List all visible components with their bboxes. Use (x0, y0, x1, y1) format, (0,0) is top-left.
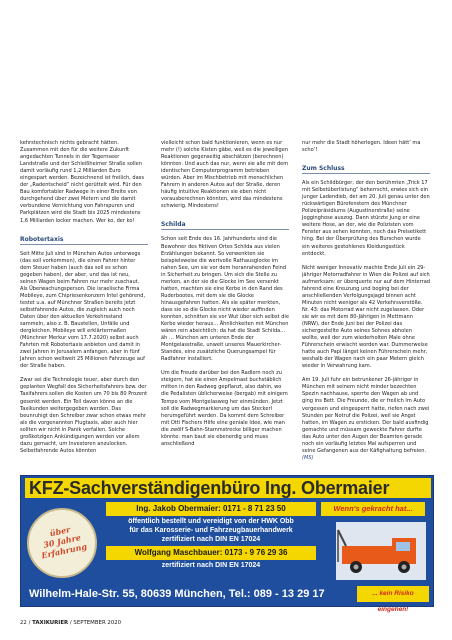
magazine-name: TAXIKURIER (32, 620, 69, 626)
text-column-2 (161, 140, 289, 448)
column1-paragraph-3: Zwar sei die Technologie teuer, aber durch den geplanten Wegfall des Sicherheitsfahrers bzw. der Taxifahrers sollen die Kosten um 70 bis 80 Prozent gesenkt werden. Ein Teil davon könne an die Taxikunden weitergegeben werden. Das beunruhigt den Schreiber zwar schon etwas mehr als die vorgenannten Flugtaxis, aber auch hier sollten wir nicht in Panik verfallen. Solche großkotzigen Ankündigungen werden vor allem dazu gemacht, um Investoren anzulocken. Selbstfahrende Autos könnten (20, 377, 148, 454)
ad-line-2: für das Karosserie- und Fahrzeugbauerhandwerk (129, 527, 293, 534)
page-footer (20, 620, 121, 626)
section-heading-schilda: Schilda (161, 221, 289, 230)
column3-paragraph-4 (302, 377, 430, 462)
seal-text: über 30 Jahre Erfahrung (40, 524, 88, 561)
column2-paragraph-1: vielleicht schon bald funktionieren, wenn es nur mehr (!) solche Kisten gäbe, weil es die jeweiligen Reaktionen gegenseitig abschätzen (berechnen) könnten. Und auch das nur, wenn sie alle mit dem identischen Computerprogramm betrieben würden. Aber im Mischbetrieb mit menschlichen Fahrern in anderen Autos auf der Straße, deren häufig intuitive Reaktionen sie eben nicht vorausberechnen könnten, wird das mindestens schwierig. Mindestens! (161, 140, 289, 210)
ad-address: Wilhelm-Hale-Str. 55, 80639 München, Tel.: 089 - 13 29 17 (29, 588, 325, 600)
ad-line-3: zertifiziert nach DIN EN 17024 (161, 536, 261, 543)
column2-paragraph-2: Schon seit Ende des 16. Jahrhunderts sind die Bewohner des fiktiven Ortes Schilda aus vielen Erzählungen bekannt. So verwenkten sie beispielsweise die wertvolle Rathausglocke im nahen See, um sie vor dem heranrahenden Feind in Sicherheit zu bringen. Um sich die Stelle zu merken, an der sie die Glocke im See versenkt hatten, machten sie eine Kerbe in den Rand des Ruderbootes, mit dem sie die Glocke hinausgefahren hatten. Als sie später merkten, dass sie so die Glocke nicht wieder auffinden konnten, schnitten sie vor Wut über sich selbst die Kerbe wieder heraus… Ähnlichkeiten mit München wären rein absichtlich: da hat die Stadt Schilda… äh … München am unteren Ende der Montgelasstraße, unweit unseres Mauerkircher-Standes, eine zusätzliche Querungsampel für Radfahrer installiert. (161, 236, 289, 363)
section-heading-zum-schluss: Zum Schluss (302, 165, 430, 174)
column3-paragraph-2: Als ein Schildbürger, der den berühmten „Trick 17 mit Selbstüberlistung“ beherrscht, erwies sich ein junger Ladendieb, der am 20. Juli genau unter den rückwärtigen Bürofenstern des Münchner Polizeipräsidiums (Augustinerstraße) seine Jogginghose auszog. Dann stürzte Jung er eine weitere Hose, an der, wie die Polizisten vom Fenster aus sehen konnten, noch das Preisetikett hing. Bei der Überprüfung des Burschen wurde ein weiteres gestohlenes Kleidungsstück entdeckt. (302, 180, 430, 257)
ad-contact-maschbauer: Wolfgang Maschbauer: 0173 - 9 76 29 36 (106, 546, 316, 560)
ad-contact-obermaier: Ing. Jakob Obermaier: 0171 - 8 71 23 50 (106, 502, 316, 516)
footer-separator-2: / (69, 620, 74, 626)
ad-line-4: zertifiziert nach DIN EN 17024 (161, 562, 261, 569)
column3-paragraph-4-text: Am 19. Juli fuhr ein betrunkener 26-jähriger in München mit seinem nicht minder bezechten Spezin nachhause, sperrte den Wagen ab und ging ins Bett. Die Freunde, die er freilich im Auto vergessen und eingesperrt hatte, riefen nach zwei Stunden per Notruf die Polizei, weil sie Angst hatten, im Wagen zu ersticken. Der bald ausfindig gemachte und müssam geweckte Fahrer durfte das Auto unter den Augen der Beamten gerade noch ein vorläufig letztes Mal aufsperren und seine Gefangenen aus der Käfighaltung befreien. (302, 377, 430, 454)
column1-paragraph-2: Seit Mitte Juli sind in München Autos unterwegs (das soll vorkommen), die einen Fahrer hinter dem Steuer haben (auch das soll es schon gegeben haben), der aber, und das ist neu, seinen Wagen beim Fahren nur mehr zuschaut. Als Überwachungsperson. Die israelische Firma Mobileye, zum Chipriesenkonzern Intel gehörend, testet u.a. auf Münchner Straßen bereits jetzt selbstfahrende Autos, die zugleich auch noch Daten über den aktuellen Verkehrsstand sammeln, also z. B. Baustellen, Unfälle und dergleichen. Mobileye will erklärtermaßen (Münchner Merkur vom 17.7.2020) selbst auch Fahrten mit Robotertaxis anbieten und damit in zwei Jahren in Jerusalem anfangen, aber in fünf Jahren schon weltweit 25 Millionen Fahrzeuge auf der Straße haben. (20, 250, 146, 370)
page-number: 22 (20, 620, 27, 626)
column3-paragraph-3: Nicht weniger Innovativ machte Ende Juli ein 29-jähriger Motorradfahrer in Wien die Polizei auf sich aufmerksam: er überquerte nur auf dem Hinterrad fahrend eine Kreuzung und boging bei der anschließenden Verfolgungsjagd binnen acht Minuten nicht weniger als 42 Verkehrsverstöße. Nr. 43: das Motorrad war nicht zugelassen. Oder sie wir es mit dem 80-Jährigen in Mettmann (NRW), der Ende Juni bei der Polizei das sichergestellte Auto seines Sohnes abholen wollte, weil der zum wiederholten Male ohne Führerschein erwischt worden war. Dummerweise hatte auch Papi längst keinen Führerschein mehr, weshalb der Wagen nach ein paar Metern gleich wieder in Verwahrung kam. (302, 264, 430, 370)
column2-paragraph-3: Um die Freude darüber bei den Radlern noch zu steigern, hat sie einen Ampelmast buchstäblich mitten in den Radweg gepflanzt, also dahin, wo die Pedalisten üblicherweise (bergab) mit einigem Tempo vom Montgelasweg her einmünden. Jetzt soll die Radwegmarkierung um das Steckerl herumgeführt werden. Da kommt dem Schreiber mit Otti Fischers Hilfe eine geniale Idee, wie man die zwölf S-Bahn-Stammstrecke billiger machen könnte: man baut sie ebenerdig und muss anschließend (161, 370, 288, 447)
experience-seal (27, 508, 97, 578)
column3-paragraph-1: nur mehr die Stadt höherlegen. Ideen hätt’ ma scho’! (302, 140, 421, 154)
ad-tagline: Wenn's gekracht hat... (321, 502, 425, 516)
author-signature: (MS) (302, 454, 314, 461)
tow-truck-icon (336, 522, 426, 580)
ad-line-1: öffentlich bestellt und vereidigt von der HWK Obb (128, 518, 294, 525)
issue-date: SEPTEMBER 2020 (73, 620, 122, 626)
ad-title: KFZ-Sachverständigenbüro Ing. Obermaier (25, 478, 431, 498)
advertisement-kfz-sachverstaendiger (20, 475, 434, 613)
ad-warning: ... kein Risiko eingehen! (357, 586, 429, 602)
column1-paragraph-1: kehrstechnisch nichts gebracht hätten. Zusammen mit den für die weitere Zukunft angedachten Tunnels in der Tegernseer Landstraße und der Schleißheimer Straße sollen damit vorläufig rund 1,2 Milliarden Euro eingespart werden. Bezeichnend ist freilich, dass der „Radentscheid“ nicht gerüttelt wird. Für den Bau komfortabler Radwege in einer Breite von durchgehend über zwei Metern und die damit verbundene Vernichtung von Fahrspuren und Parkplätzen wird die Stadt bis 2025 mindestens 1,6 Milliarden locker machen. Wer ko, der ko! (20, 140, 144, 224)
section-heading-robotertaxis: Robotertaxis (20, 236, 148, 245)
text-column-3 (302, 140, 430, 462)
footer-separator: / (28, 620, 33, 626)
text-column-1 (20, 140, 148, 455)
